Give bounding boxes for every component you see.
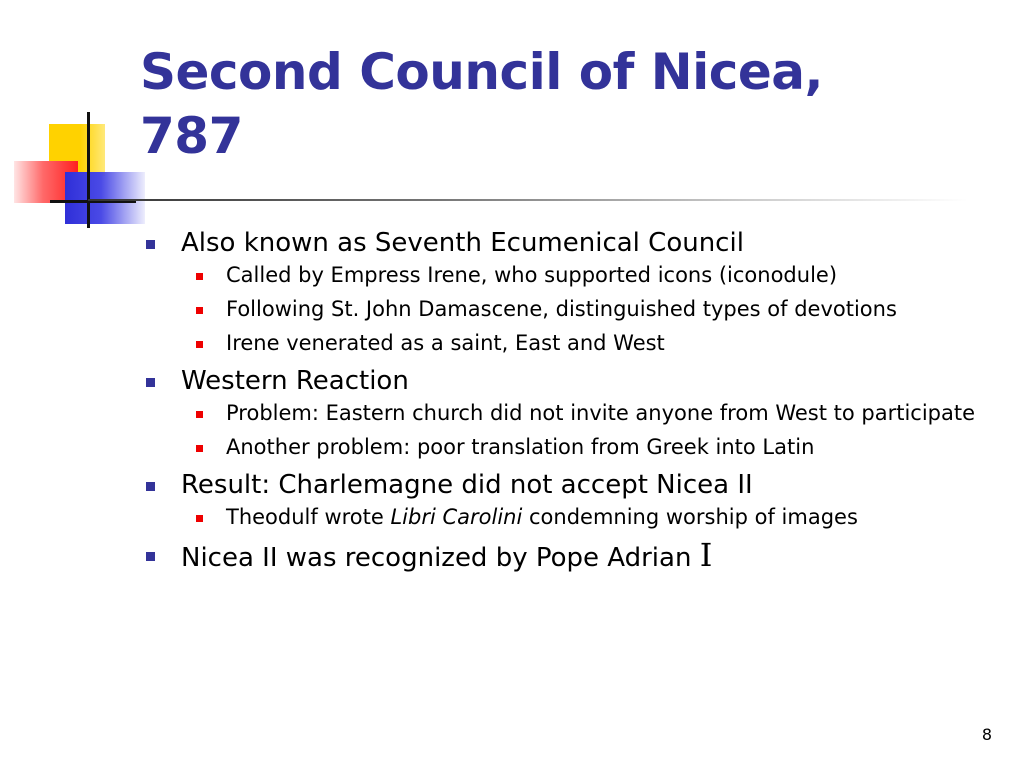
slide-body [146,226,996,578]
vertical-line [87,112,90,228]
roman-numeral: I [699,536,713,574]
sub-bullet-item [192,504,996,530]
square-bullet-icon [196,307,203,314]
bullet-list [146,226,996,575]
sub-bullet-list [181,262,996,356]
sub-bullet-text: Called by Empress Irene, who supported icons (iconodule) [226,263,838,287]
square-bullet-icon [196,515,203,522]
sub-bullet-text: Following St. John Damascene, distinguished types of devotions [226,297,897,321]
slide-title [140,40,1000,168]
bullet-text: Also known as Seventh Ecumenical Council [181,228,744,258]
square-bullet-icon [146,482,155,491]
sub-bullet-text: Problem: Eastern church did not invite anyone from West to participate [226,401,976,425]
book-title-italic: Libri Carolini [390,505,523,529]
title-divider [88,199,968,201]
bullet-item [146,364,996,460]
bullet-item [146,226,996,356]
bullet-item [146,538,996,575]
sub-bullet-item [192,434,996,460]
bullet-text: Nicea II was recognized by Pope Adrian [181,543,700,573]
sub-bullet-list [181,504,996,530]
sub-bullet-text-suffix: condemning worship of images [522,505,858,529]
sub-bullet-text-prefix: Theodulf wrote [226,505,391,529]
decorative-squares-logo [0,0,160,240]
blue-square [65,172,145,224]
square-bullet-icon [146,240,155,249]
bullet-text: Result: Charlemagne did not accept Nicea II [181,470,753,500]
bullet-item [146,468,996,530]
sub-bullet-item [192,400,996,426]
square-bullet-icon [146,552,155,561]
sub-bullet-item [192,330,996,356]
sub-bullet-item [192,262,996,288]
bullet-text: Western Reaction [181,366,409,396]
square-bullet-icon [196,445,203,452]
sub-bullet-text: Irene venerated as a saint, East and West [226,331,665,355]
sub-bullet-text: Another problem: poor translation from Greek into Latin [226,435,815,459]
square-bullet-icon [146,378,155,387]
square-bullet-icon [196,411,203,418]
page-number: 8 [981,725,992,744]
square-bullet-icon [196,341,203,348]
sub-bullet-item [192,296,996,322]
square-bullet-icon [196,273,203,280]
title-line-2: 787 [140,107,243,165]
title-line-1: Second Council of Nicea, [140,43,824,101]
sub-bullet-list [181,400,996,460]
